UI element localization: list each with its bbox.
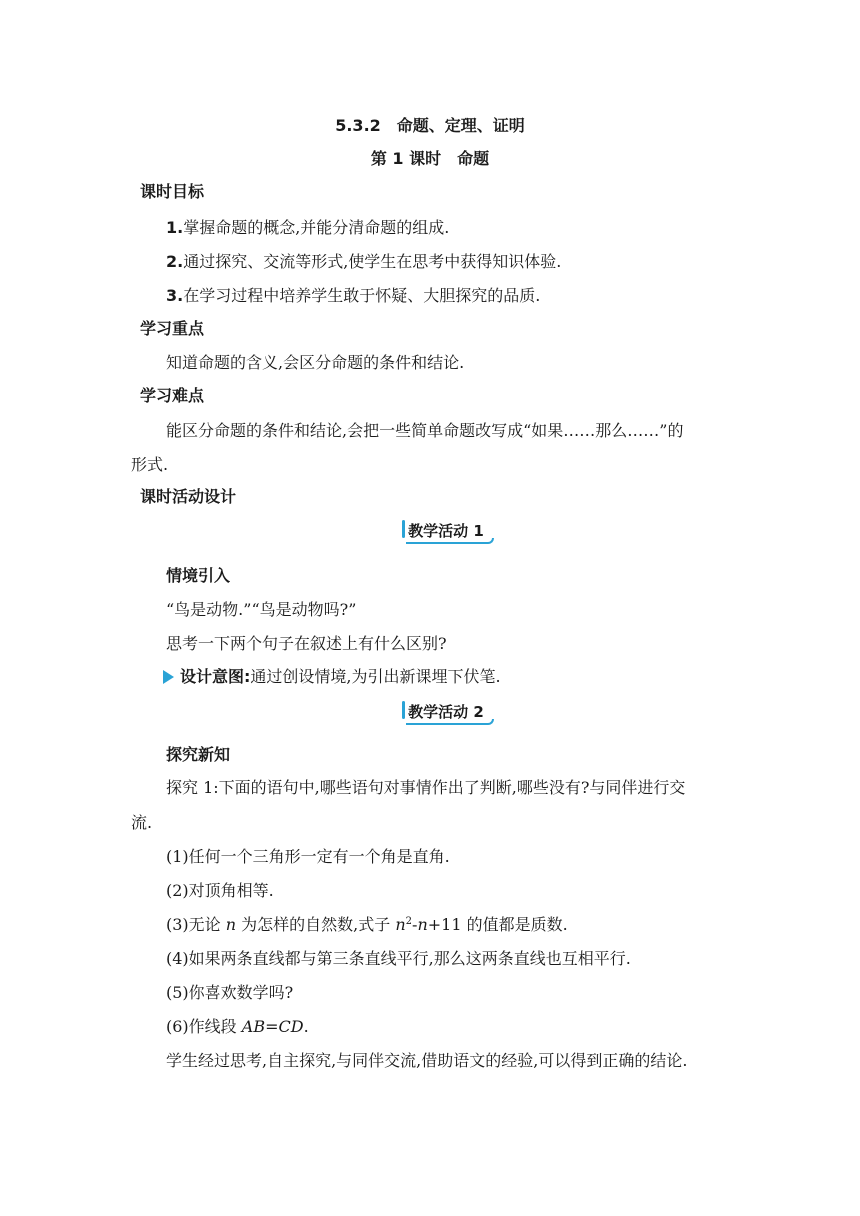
activity1-line2: 思考一下两个句子在叙述上有什么区别?	[166, 634, 447, 653]
statement-3: (3)无论 n 为怎样的自然数,式子 $n^2-n+11$ 的值都是质数.	[166, 915, 568, 934]
key-points-heading: 学习重点	[140, 319, 205, 338]
objective-item: 2.通过探究、交流等形式,使学生在思考中获得知识体验.	[166, 252, 562, 271]
activity2-intro-line2: 流.	[131, 813, 153, 832]
objective-item: 1.掌握命题的概念,并能分清命题的组成.	[166, 218, 450, 237]
statement-5: (5)你喜欢数学吗?	[166, 983, 294, 1002]
activity2-intro-line1: 探究 1:下面的语句中,哪些语句对事情作出了判断,哪些没有?与同伴进行交	[166, 778, 686, 797]
difficulties-heading: 学习难点	[140, 386, 205, 405]
difficulties-text-line1: 能区分命题的条件和结论,会把一些简单命题改写成“如果……那么……”的	[166, 421, 684, 440]
activity1-subheading: 情境引入	[166, 566, 231, 585]
activity2-subheading: 探究新知	[166, 745, 231, 764]
difficulties-text-line2: 形式.	[131, 455, 169, 474]
lesson-title: 5.3.2 命题、定理、证明	[335, 116, 525, 135]
design-heading: 课时活动设计	[140, 487, 237, 506]
triangle-arrow-icon	[163, 670, 174, 684]
statement-4: (4)如果两条直线都与第三条直线平行,那么这两条直线也互相平行.	[166, 949, 631, 968]
design-intent: 设计意图:通过创设情境,为引出新课埋下伏笔.	[163, 664, 501, 687]
activity2-badge: 教学活动 2	[400, 699, 492, 723]
objectives-heading: 课时目标	[140, 182, 205, 201]
activity1-badge: 教学活动 1	[400, 518, 492, 542]
statement-2: (2)对顶角相等.	[166, 881, 274, 900]
objective-item: 3.在学习过程中培养学生敢于怀疑、大胆探究的品质.	[166, 286, 541, 305]
statement-6: (6)作线段 AB=CD.	[166, 1017, 309, 1036]
activity1-line1: “鸟是动物.”“鸟是动物吗?”	[166, 600, 357, 619]
key-points-text: 知道命题的含义,会区分命题的条件和结论.	[166, 353, 465, 372]
lesson-subtitle: 第 1 课时 命题	[370, 149, 490, 168]
statement-1: (1)任何一个三角形一定有一个角是直角.	[166, 847, 450, 866]
activity2-conclusion: 学生经过思考,自主探究,与同伴交流,借助语文的经验,可以得到正确的结论.	[166, 1051, 688, 1070]
